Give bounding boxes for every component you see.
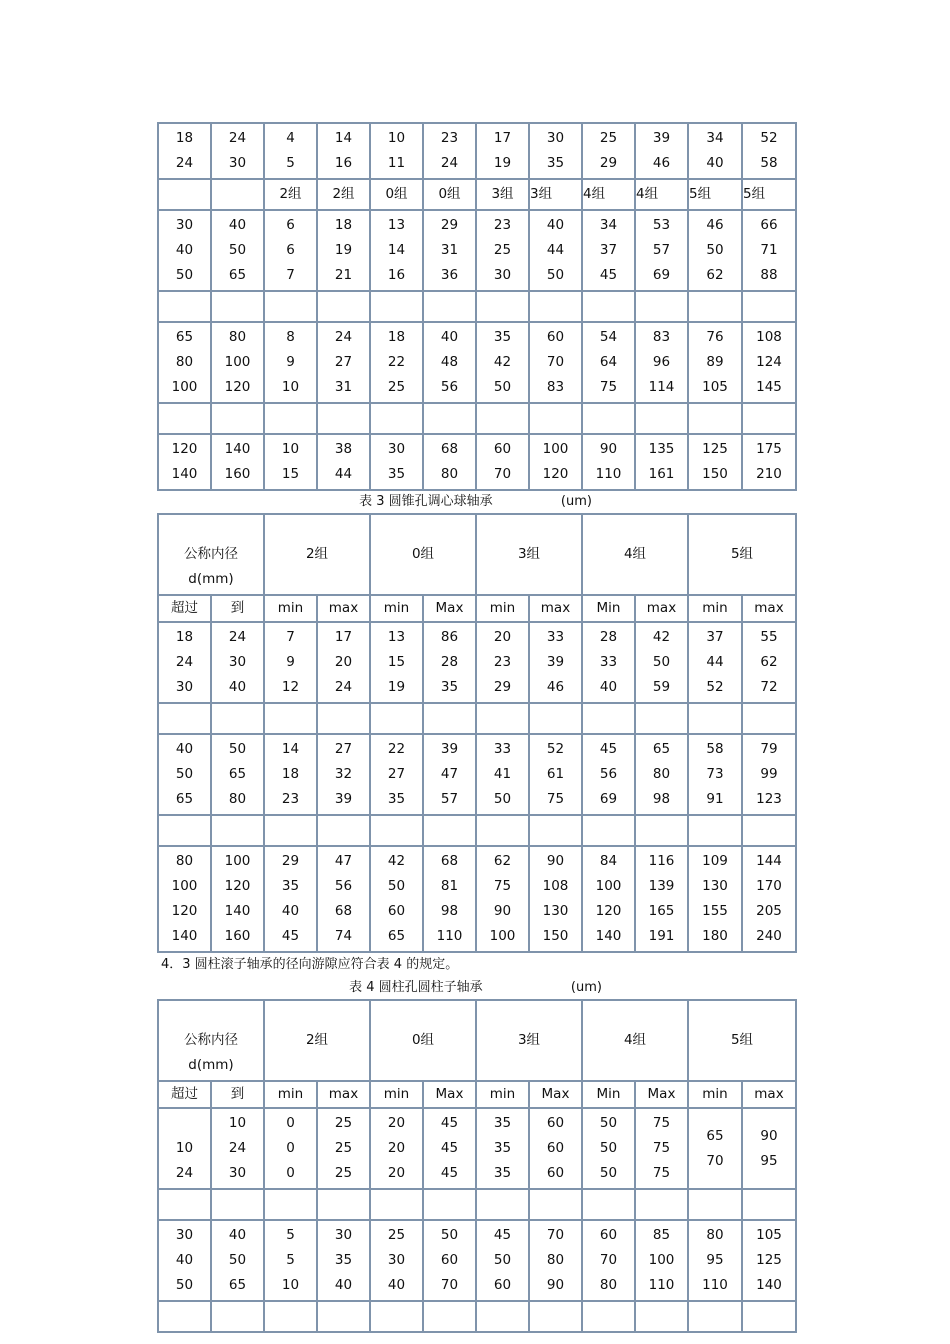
table-cell: [370, 1189, 423, 1220]
table-row: [158, 703, 796, 734]
table-cell: 175 210: [742, 434, 796, 490]
table-cell: 45 56 69: [582, 734, 635, 815]
table-cell: 24 27 31: [317, 322, 370, 403]
table-cell: 80 95 110: [688, 1220, 742, 1301]
table-cell: 80 100 120: [211, 322, 264, 403]
continued-table: [157, 122, 797, 491]
table-cell: 0组: [423, 179, 476, 210]
table-cell: [582, 403, 635, 434]
table-cell: [582, 291, 635, 322]
table-cell: 30 35: [370, 434, 423, 490]
table4-header-label-text: 公称内径 d(mm): [184, 1032, 238, 1073]
table-cell: [635, 703, 688, 734]
table-cell: [264, 815, 317, 846]
document-page: [157, 122, 794, 1333]
table-cell: 23 25 30: [476, 210, 529, 291]
table-cell: 34 40: [688, 123, 742, 179]
table-cell: 135 161: [635, 434, 688, 490]
table-cell: [742, 703, 796, 734]
table-row: [158, 734, 796, 815]
table-cell: [688, 1301, 742, 1332]
table-cell: [158, 1301, 211, 1332]
table4-group-5: 5组: [688, 1000, 796, 1081]
subheader-row: [158, 1081, 796, 1108]
subheader-cell: 到: [211, 1081, 264, 1108]
table-cell: 24 30: [211, 123, 264, 179]
table-cell: [158, 815, 211, 846]
table-cell: [317, 403, 370, 434]
table-cell: [370, 403, 423, 434]
table-cell: 3组: [529, 179, 582, 210]
subheader-cell: max: [742, 1081, 796, 1108]
table-cell: 140 160: [211, 434, 264, 490]
table-cell: 14 16: [317, 123, 370, 179]
table-cell: 27 32 39: [317, 734, 370, 815]
table-cell: 50 65 80: [211, 734, 264, 815]
subheader-row: [158, 595, 796, 622]
table-cell: 17 19: [476, 123, 529, 179]
table-cell: 45 50 60: [476, 1220, 529, 1301]
table4-title: 表 4 圆柱孔圆柱子轴承: [349, 980, 483, 995]
subheader-cell: max: [317, 595, 370, 622]
table-cell: [211, 1301, 264, 1332]
table-cell: 18 24 30: [158, 622, 211, 703]
table-cell: [529, 403, 582, 434]
table-cell: 60 60 60: [529, 1108, 582, 1189]
table-cell: 39 46: [635, 123, 688, 179]
table-cell: 65 80 98: [635, 734, 688, 815]
table-cell: 2组: [264, 179, 317, 210]
table-cell: [635, 1189, 688, 1220]
table-cell: 8 9 10: [264, 322, 317, 403]
table-cell: [582, 815, 635, 846]
table-cell: 33 41 50: [476, 734, 529, 815]
table-cell: [635, 291, 688, 322]
table-cell: 52 58: [742, 123, 796, 179]
table-cell: 10 24: [158, 1108, 211, 1189]
table-cell: 10 15: [264, 434, 317, 490]
table-row: [158, 1108, 796, 1189]
table-cell: [158, 291, 211, 322]
table-cell: 0组: [370, 179, 423, 210]
table-cell: [423, 403, 476, 434]
table-cell: [688, 815, 742, 846]
table4-group-3: 3组: [476, 1000, 582, 1081]
subheader-cell: 超过: [158, 1081, 211, 1108]
table-cell: [529, 1301, 582, 1332]
table-cell: 10 24 30: [211, 1108, 264, 1189]
table-cell: 52 61 75: [529, 734, 582, 815]
subheader-cell: Max: [423, 595, 476, 622]
table-cell: [423, 815, 476, 846]
table-cell: 24 30 40: [211, 622, 264, 703]
table-cell: 28 33 40: [582, 622, 635, 703]
table-cell: 40 44 50: [529, 210, 582, 291]
table-cell: [742, 1189, 796, 1220]
table-cell: [264, 403, 317, 434]
table-cell: [317, 703, 370, 734]
table-cell: 86 28 35: [423, 622, 476, 703]
table-row: [158, 403, 796, 434]
subheader-cell: min: [688, 1081, 742, 1108]
table-row: [158, 1220, 796, 1301]
table-cell: 40 50 65: [158, 734, 211, 815]
table-cell: [582, 703, 635, 734]
table-cell: 5组: [742, 179, 796, 210]
table-cell: [476, 1301, 529, 1332]
subheader-cell: max: [635, 595, 688, 622]
table-cell: 4组: [582, 179, 635, 210]
table-cell: 20 23 29: [476, 622, 529, 703]
table-cell: [211, 291, 264, 322]
subheader-cell: Min: [582, 1081, 635, 1108]
table-cell: 62 75 90 100: [476, 846, 529, 952]
table-cell: [370, 703, 423, 734]
table-cell: 45 45 45: [423, 1108, 476, 1189]
subheader-cell: min: [370, 595, 423, 622]
table-cell: 144 170 205 240: [742, 846, 796, 952]
subheader-cell: Max: [529, 1081, 582, 1108]
table-cell: [158, 703, 211, 734]
table-cell: 53 57 69: [635, 210, 688, 291]
table3-caption: [157, 491, 794, 513]
table-cell: 120 140: [158, 434, 211, 490]
table-cell: 47 56 68 74: [317, 846, 370, 952]
table-cell: 65 80 100: [158, 322, 211, 403]
table-cell: 37 44 52: [688, 622, 742, 703]
table-cell: 2组: [317, 179, 370, 210]
subheader-cell: 到: [211, 595, 264, 622]
table-cell: 40 50 65: [211, 1220, 264, 1301]
table-cell: [529, 1189, 582, 1220]
table-cell: 60 70 80: [582, 1220, 635, 1301]
table-cell: 5 5 10: [264, 1220, 317, 1301]
table3-group-0: 0组: [370, 514, 476, 595]
subheader-cell: Min: [582, 595, 635, 622]
table-cell: 42 50 60 65: [370, 846, 423, 952]
table-cell: [317, 291, 370, 322]
table-cell: [317, 1189, 370, 1220]
table-row: [158, 434, 796, 490]
table3: [157, 513, 797, 953]
table-cell: [635, 403, 688, 434]
table-cell: [423, 1301, 476, 1332]
table3-title: 表 3 圆锥孔调心球轴承: [359, 494, 493, 509]
table-cell: 13 14 16: [370, 210, 423, 291]
table-cell: 54 64 75: [582, 322, 635, 403]
table-cell: [742, 291, 796, 322]
table-cell: [317, 1301, 370, 1332]
subheader-cell: 超过: [158, 595, 211, 622]
table-cell: [742, 1301, 796, 1332]
table-cell: 108 124 145: [742, 322, 796, 403]
table-cell: 60 70: [476, 434, 529, 490]
table-cell: [529, 815, 582, 846]
table-row: [158, 1189, 796, 1220]
subheader-cell: Max: [423, 1081, 476, 1108]
table-cell: 4组: [635, 179, 688, 210]
table-cell: [317, 815, 370, 846]
table-cell: [158, 403, 211, 434]
section-paragraph: 4．3 圆柱滚子轴承的径向游隙应符合表 4 的规定。: [161, 957, 459, 972]
table-cell: [476, 703, 529, 734]
table-cell: 65 70: [688, 1108, 742, 1189]
table-row: [158, 815, 796, 846]
table-cell: 30 40 50: [158, 1220, 211, 1301]
table-cell: [582, 1301, 635, 1332]
table4-group-4: 4组: [582, 1000, 688, 1081]
subheader-cell: min: [688, 595, 742, 622]
table3-header-label-text: 公称内径 d(mm): [184, 546, 238, 587]
table-cell: 18 24: [158, 123, 211, 179]
table-cell: 60 70 83: [529, 322, 582, 403]
table-cell: 58 73 91: [688, 734, 742, 815]
table-cell: [476, 291, 529, 322]
table-cell: [582, 1189, 635, 1220]
table-cell: [370, 291, 423, 322]
table-cell: [211, 179, 264, 210]
table-cell: 83 96 114: [635, 322, 688, 403]
table-cell: [742, 403, 796, 434]
table-cell: [688, 291, 742, 322]
table-cell: [529, 703, 582, 734]
subheader-cell: min: [264, 595, 317, 622]
table-cell: 116 139 165 191: [635, 846, 688, 952]
table-cell: 6 6 7: [264, 210, 317, 291]
table-row: [158, 1301, 796, 1332]
table-row: [158, 322, 796, 403]
table-cell: [476, 815, 529, 846]
table-cell: 34 37 45: [582, 210, 635, 291]
table-cell: [264, 1189, 317, 1220]
table-cell: 22 27 35: [370, 734, 423, 815]
table-cell: 80 100 120 140: [158, 846, 211, 952]
table-cell: 0 0 0: [264, 1108, 317, 1189]
table-cell: 100 120: [529, 434, 582, 490]
table-cell: 79 99 123: [742, 734, 796, 815]
table-cell: 75 75 75: [635, 1108, 688, 1189]
table-cell: [476, 1189, 529, 1220]
table-cell: 84 100 120 140: [582, 846, 635, 952]
table-cell: [370, 815, 423, 846]
table-cell: [211, 403, 264, 434]
table-cell: 33 39 46: [529, 622, 582, 703]
table-cell: 39 47 57: [423, 734, 476, 815]
table3-group-3: 3组: [476, 514, 582, 595]
table-cell: 7 9 12: [264, 622, 317, 703]
table-row: [158, 210, 796, 291]
table-cell: 18 22 25: [370, 322, 423, 403]
table-cell: 50 60 70: [423, 1220, 476, 1301]
table-cell: 70 80 90: [529, 1220, 582, 1301]
subheader-cell: max: [529, 595, 582, 622]
table-cell: 50 50 50: [582, 1108, 635, 1189]
table4-header-label: [158, 1000, 264, 1081]
table-cell: [688, 703, 742, 734]
table4-caption: [157, 977, 794, 999]
table-row: [158, 123, 796, 179]
subheader-cell: max: [742, 595, 796, 622]
table-cell: [264, 1301, 317, 1332]
table-cell: [742, 815, 796, 846]
table-cell: 17 20 24: [317, 622, 370, 703]
table-cell: [688, 1189, 742, 1220]
table-cell: 68 80: [423, 434, 476, 490]
table-cell: [423, 703, 476, 734]
table-cell: 68 81 98 110: [423, 846, 476, 952]
table-cell: 100 120 140 160: [211, 846, 264, 952]
table4: [157, 999, 797, 1333]
table-cell: [211, 703, 264, 734]
table-cell: [158, 179, 211, 210]
table-cell: 30 35: [529, 123, 582, 179]
table-cell: 66 71 88: [742, 210, 796, 291]
table-cell: [211, 815, 264, 846]
table-cell: 14 18 23: [264, 734, 317, 815]
table-cell: 105 125 140: [742, 1220, 796, 1301]
subheader-cell: Max: [635, 1081, 688, 1108]
table-cell: [476, 403, 529, 434]
table-cell: 46 50 62: [688, 210, 742, 291]
table-cell: [423, 1189, 476, 1220]
table-cell: 23 24: [423, 123, 476, 179]
table-cell: [370, 1301, 423, 1332]
table-cell: 90 110: [582, 434, 635, 490]
subheader-cell: min: [370, 1081, 423, 1108]
table-cell: 30 40 50: [158, 210, 211, 291]
table3-header-label: [158, 514, 264, 595]
table-cell: 85 100 110: [635, 1220, 688, 1301]
table-cell: [529, 291, 582, 322]
table-cell: [635, 815, 688, 846]
table-cell: 42 50 59: [635, 622, 688, 703]
table-row: [158, 622, 796, 703]
table-cell: [264, 703, 317, 734]
table3-group-5: 5组: [688, 514, 796, 595]
table-cell: [158, 1189, 211, 1220]
table-cell: 90 95: [742, 1108, 796, 1189]
table-cell: 35 42 50: [476, 322, 529, 403]
table-row: [158, 291, 796, 322]
table-cell: 25 25 25: [317, 1108, 370, 1189]
table-cell: 90 108 130 150: [529, 846, 582, 952]
table-cell: 29 35 40 45: [264, 846, 317, 952]
table4-group-2: 2组: [264, 1000, 370, 1081]
table-cell: 38 44: [317, 434, 370, 490]
subheader-cell: min: [476, 595, 529, 622]
table-cell: 109 130 155 180: [688, 846, 742, 952]
table-cell: 25 30 40: [370, 1220, 423, 1301]
table-cell: 30 35 40: [317, 1220, 370, 1301]
table-cell: [635, 1301, 688, 1332]
table-cell: 18 19 21: [317, 210, 370, 291]
table3-group-4: 4组: [582, 514, 688, 595]
table-cell: [688, 403, 742, 434]
table-cell: 4 5: [264, 123, 317, 179]
table4-unit: (um): [570, 980, 602, 995]
table-cell: 35 35 35: [476, 1108, 529, 1189]
table-cell: 40 50 65: [211, 210, 264, 291]
table-cell: 29 31 36: [423, 210, 476, 291]
subheader-cell: min: [476, 1081, 529, 1108]
table-row: [158, 179, 796, 210]
table-cell: 76 89 105: [688, 322, 742, 403]
table-cell: 13 15 19: [370, 622, 423, 703]
table3-group-2: 2组: [264, 514, 370, 595]
table-cell: 20 20 20: [370, 1108, 423, 1189]
table-cell: [423, 291, 476, 322]
table-cell: 10 11: [370, 123, 423, 179]
table-row: [158, 846, 796, 952]
table-cell: 25 29: [582, 123, 635, 179]
table-cell: 3组: [476, 179, 529, 210]
table-cell: [264, 291, 317, 322]
table-cell: 40 48 56: [423, 322, 476, 403]
table3-unit: (um): [560, 494, 592, 509]
table-cell: 5组: [688, 179, 742, 210]
subheader-cell: max: [317, 1081, 370, 1108]
table-cell: 55 62 72: [742, 622, 796, 703]
table-cell: [211, 1189, 264, 1220]
table4-group-0: 0组: [370, 1000, 476, 1081]
table-cell: 125 150: [688, 434, 742, 490]
subheader-cell: min: [264, 1081, 317, 1108]
